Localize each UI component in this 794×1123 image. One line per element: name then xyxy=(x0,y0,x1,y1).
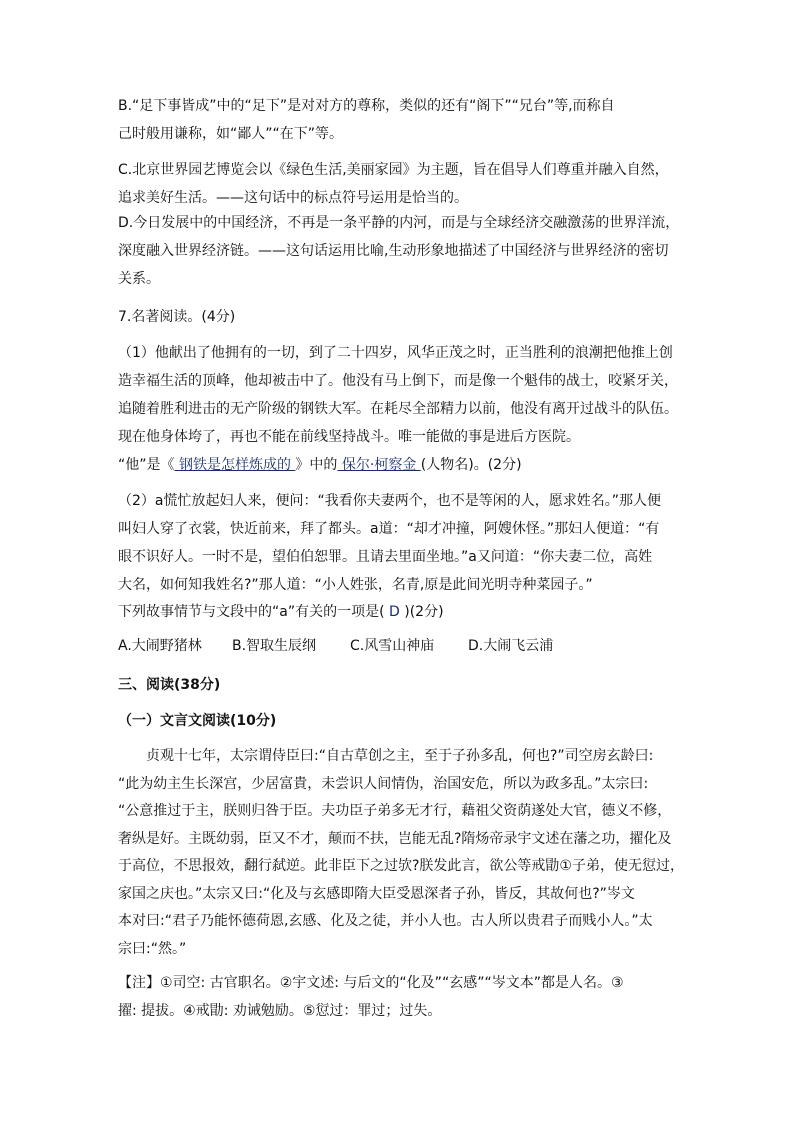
ask-line xyxy=(118,598,678,626)
option-c: C.风雪山神庙 xyxy=(350,638,435,654)
fill-mid: 》中的 xyxy=(295,457,338,473)
section-3-1-title: （一）文言文阅读(10分) xyxy=(118,713,277,729)
option-b-line: 己时般用谦称，如“鄙人”“在下”等。 xyxy=(118,126,344,142)
question-7-1-passage xyxy=(118,339,678,451)
answer-book-title: 钢铁是怎样炼成的 xyxy=(174,457,296,473)
classical-line: “公意推过于主，朕则归咎于臣。夫功臣子弟多无才行，藉祖父资荫遂处大官，德义不修， xyxy=(118,803,672,819)
passage-line: （2）a慌忙放起妇人来，便问：“我看你夫妻两个，也不是等闲的人，愿求姓名。”那人便 xyxy=(118,493,661,509)
classical-line: 奢纵是好。主既幼弱，臣又不才，颠而不扶，岂能无乱?隋炀帝录宇文述在藩之功，擢化及 xyxy=(118,830,672,847)
passage-line: 造幸福生活的顶峰，他却被击中了。他没有马上倒下，而是像一个魁伟的战士，咬紧牙关， xyxy=(118,373,678,389)
answer-choice: D xyxy=(384,604,405,620)
passage-line: 眼不识好人。一时不是，望伯伯恕罪。且请去里面坐地。”a又问道：“你夫妻二位，高姓 xyxy=(118,549,653,565)
question-7-1-fill xyxy=(118,451,678,479)
section-3-title: 三、阅读(38分) xyxy=(118,677,221,693)
option-d: D.大闹飞云浦 xyxy=(468,638,554,654)
question-7-2-passage xyxy=(118,487,678,599)
passage-line: （1）他献出了他拥有的一切，到了二十四岁，风华正茂之时，正当胜利的浪潮把他推上创 xyxy=(118,345,673,361)
section-3-1-heading xyxy=(118,707,678,735)
option-d xyxy=(118,209,678,293)
option-b xyxy=(118,92,678,148)
classical-line: 于高位，不思报效，翻行弑逆。此非臣下之过欤?朕发此言，欲公等戒勖①子弟，使无愆过， xyxy=(118,858,684,874)
note-line: 【注】①司空: 古官职名。②宇文述: 与后文的“化及”“玄感”“岑文本”都是人名。③ xyxy=(118,975,624,991)
question-7-heading xyxy=(118,303,678,331)
option-c-line: 追求美好生活。——这句话中的标点符号运用是恰当的。 xyxy=(118,190,468,206)
ask-suffix: )(2分) xyxy=(404,604,444,620)
classical-line: 宗曰:“然。” xyxy=(118,940,187,957)
note-line: 擢: 提拔。④戒勖: 劝诫勉励。⑤愆过：罪过；过失。 xyxy=(118,1003,442,1019)
classical-line: 贞观十七年，太宗谓侍臣曰:“自古草创之主，至于子孙多乱，何也?”司空房玄龄曰: xyxy=(118,748,654,764)
option-d-line: D.今日发展中的中国经济，不再是一条平静的内河，而是与全球经济交融激荡的世界洋流， xyxy=(118,215,680,231)
passage-line: 叫妇人穿了衣裳，快近前来，拜了都头。a道：“却才冲撞，阿嫂休怪。”那妇人便道：“有 xyxy=(118,521,660,537)
annotation-note xyxy=(118,969,678,1025)
option-a: A.大闹野猪林 xyxy=(118,638,202,654)
classical-passage xyxy=(118,743,684,963)
option-c-line: C.北京世界园艺博览会以《绿色生活,美丽家园》为主题，旨在倡导人们尊重并融入自然， xyxy=(118,162,669,178)
question-7-2-ask xyxy=(118,598,678,626)
question-7-title: 7.名著阅读。(4分) xyxy=(118,309,236,325)
answer-person-name: 保尔·柯察金 xyxy=(337,457,421,473)
option-c xyxy=(118,156,678,212)
classical-line: “此为幼主生长深宫，少居富貴，未尝识人间情伪，治国安危，所以为政多乱。”太宗曰: xyxy=(118,775,649,792)
passage-line: 现在他身体垮了，再也不能在前线坚持战斗。唯一能做的事是进后方医院。 xyxy=(118,429,580,445)
option-b: B.智取生辰纲 xyxy=(232,638,317,654)
ask-prefix: 下列故事情节与文段中的“a”有关的一项是( xyxy=(118,604,385,620)
classical-line: 家国之庆也。”太宗又曰:“化及与玄感即隋大臣受恩深者子孙，皆反，其故何也?”岑文 xyxy=(118,885,635,902)
passage-line: 大名，如何知我姓名?”那人道：“小人姓张，名青,原是此间光明寺种菜园子。” xyxy=(118,577,593,593)
passage-line: 追随着胜利进击的无产阶级的钢铁大军。在耗尽全部精力以前，他没有离开过战斗的队伍。 xyxy=(118,401,678,417)
fill-line xyxy=(118,451,678,479)
option-d-line: 深度融入世界经济链。——这句话运用比喻,生动形象地描述了中国经济与世界经济的密切 xyxy=(118,243,669,259)
option-d-line: 关系。 xyxy=(118,271,160,287)
classical-line: 本对曰:“君子乃能怀德荷恩,玄感、化及之徒，并小人也。古人所以贵君子而贱小人。”太 xyxy=(118,913,653,929)
fill-suffix: (人物名)。(2分) xyxy=(420,457,522,473)
fill-prefix: “他”是《 xyxy=(118,457,175,473)
section-3-heading xyxy=(118,671,678,699)
option-b-line: B.“足下事皆成”中的“足下”是对对方的尊称，类似的还有“阁下”“兄台”等,而称自 xyxy=(118,98,615,114)
